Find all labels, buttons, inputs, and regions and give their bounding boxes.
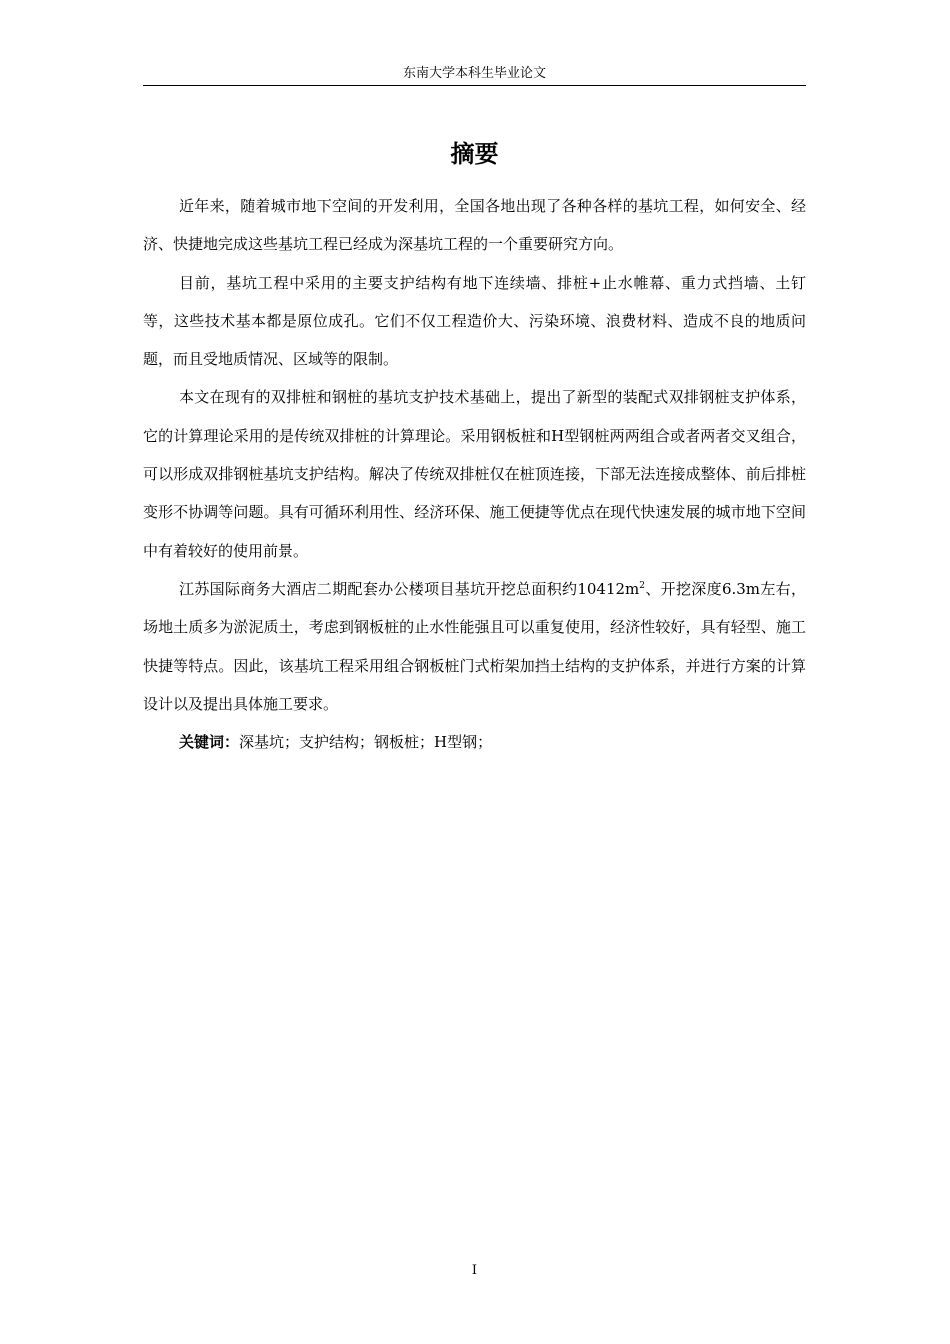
paragraph-4-text-before: 江苏国际商务大酒店二期配套办公楼项目基坑开挖总面积约10412m	[179, 579, 640, 598]
abstract-paragraph-2: 目前，基坑工程中采用的主要支护结构有地下连续墙、排桩+止水帷幕、重力式挡墙、土钉等，这些技术基本都是原位成孔。它们不仅工程造价大、污染环境、浪费材料、造成不良的地质问题，而且受地质情况、区域等的限制。	[143, 273, 806, 369]
area-unit-superscript: 2	[639, 580, 646, 591]
page-number: I	[471, 1263, 478, 1278]
running-header: 东南大学本科生毕业论文	[402, 66, 546, 81]
abstract-title: 摘要	[450, 140, 499, 168]
abstract-paragraph-3: 本文在现有的双排桩和钢桩的基坑支护技术基础上，提出了新型的装配式双排钢桩支护体系，它的计算理论采用的是传统双排桩的计算理论。采用钢板桩和H型钢桩两两组合或者两者交叉组合，可以形成双排钢桩基坑支护结构。解决了传统双排桩仅在桩顶连接，下部无法连接成整体、前后排桩变形不协调等问题。具有可循环利用性、经济环保、施工便捷等优点在现代快速发展的城市地下空间中有着较好的使用前景。	[143, 388, 806, 560]
abstract-paragraph-4	[143, 570, 806, 723]
header-rule	[143, 85, 806, 86]
keywords-text: 深基坑；支护结构；钢板桩；H型钢；	[239, 733, 493, 752]
abstract-paragraph-1: 近年来，随着城市地下空间的开发利用，全国各地出现了各种各样的基坑工程，如何安全、经济、快捷地完成这些基坑工程已经成为深基坑工程的一个重要研究方向。	[143, 197, 806, 254]
keywords-label: 关键词：	[179, 733, 240, 752]
paragraph-4-text-after: 、开挖深度6.3m左右，场地土质多为淤泥质土，考虑到钢板桩的止水性能强且可以重复使用，经济性较好，具有轻型、施工快捷等特点。因此，该基坑工程采用组合钢板桩门式桁架加挡土结构的支护体系，并进行方案的计算设计以及提出具体施工要求。	[143, 579, 806, 713]
abstract-body	[143, 187, 806, 761]
keywords-line	[143, 723, 806, 761]
